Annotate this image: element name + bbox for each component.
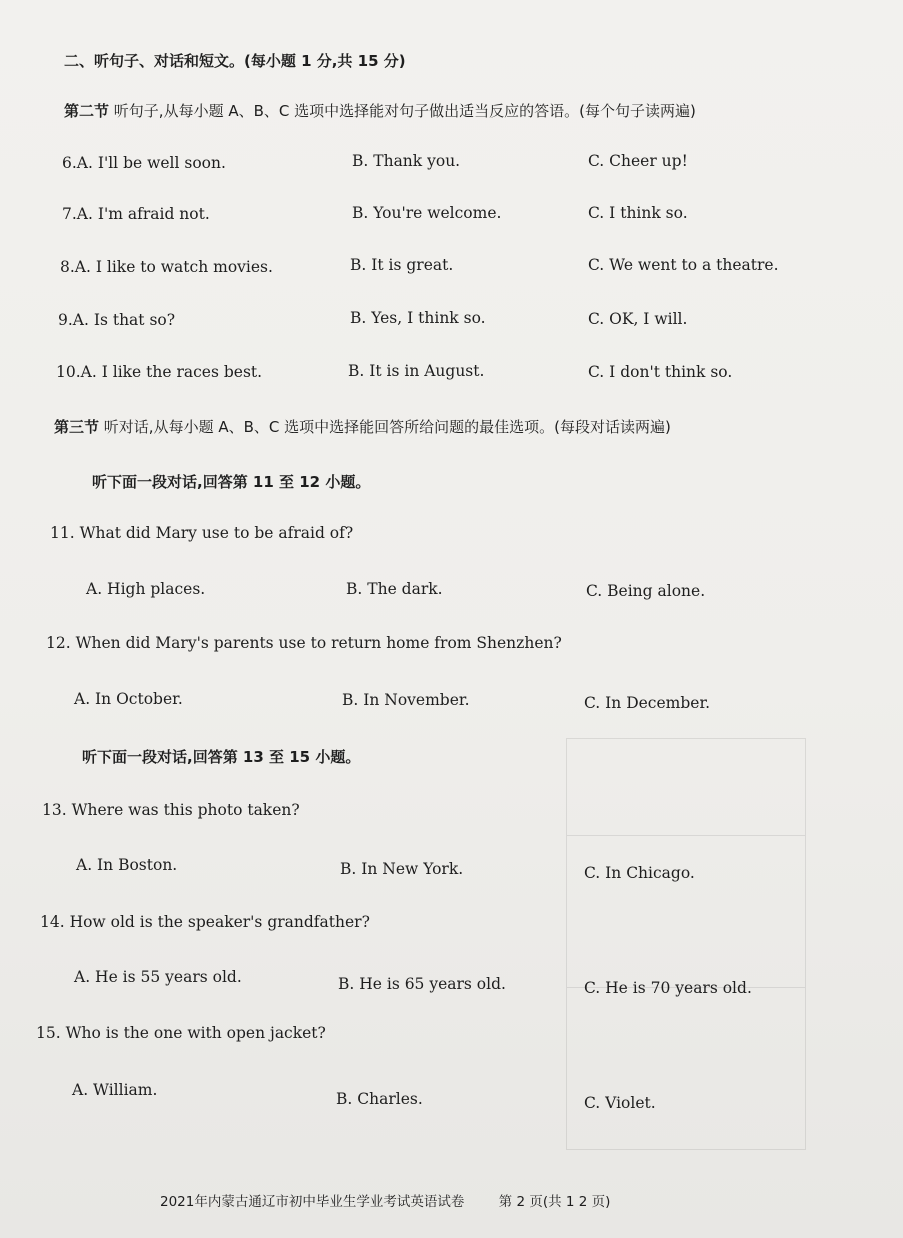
option-b: B. Thank you.: [352, 152, 461, 170]
option-b: B. You're welcome.: [352, 204, 502, 222]
option-a: 8.A. I like to watch movies.: [60, 258, 273, 276]
question-text: 15. Who is the one with open jacket?: [36, 1024, 326, 1042]
option-c: C. In Chicago.: [584, 864, 695, 882]
option-b: B. He is 65 years old.: [338, 975, 506, 993]
part2-text: 听句子,从每小题 A、B、C 选项中选择能对句子做出适当反应的答语。(每个句子读两遍): [113, 102, 696, 120]
bleed-through-table: [566, 738, 806, 1150]
option-b: B. In New York.: [340, 860, 464, 878]
option-a: 6.A. I'll be well soon.: [62, 154, 226, 172]
option-a: A. In Boston.: [76, 856, 178, 874]
option-c: C. We went to a theatre.: [588, 256, 779, 274]
question-text: 11. What did Mary use to be afraid of?: [50, 524, 354, 542]
option-b: B. The dark.: [346, 580, 443, 598]
part3-instruction: [54, 416, 671, 437]
option-a: 9.A. Is that so?: [58, 311, 176, 329]
part3-label: 第三节: [54, 418, 100, 436]
option-c: C. Violet.: [584, 1094, 656, 1112]
part2-instruction: [64, 100, 696, 121]
option-c: C. I think so.: [588, 204, 688, 222]
option-c: C. OK, I will.: [588, 310, 688, 328]
option-b: B. It is in August.: [348, 362, 485, 380]
part2-label: 第二节: [64, 102, 110, 120]
option-b: B. In November.: [342, 691, 470, 709]
option-c: C. Being alone.: [586, 582, 706, 600]
option-b: B. Yes, I think so.: [350, 309, 486, 327]
dialog-intro-2: 听下面一段对话,回答第 13 至 15 小题。: [82, 748, 361, 766]
option-a: A. He is 55 years old.: [74, 968, 242, 986]
option-b: B. Charles.: [336, 1090, 423, 1108]
option-a: A. High places.: [86, 580, 206, 598]
option-a: 10.A. I like the races best.: [56, 363, 263, 381]
question-text: 12. When did Mary's parents use to return home from Shenzhen?: [46, 634, 562, 652]
option-c: C. He is 70 years old.: [584, 979, 752, 997]
option-c: C. In December.: [584, 694, 711, 712]
option-c: C. I don't think so.: [588, 363, 733, 381]
question-text: 14. How old is the speaker's grandfather?: [40, 913, 370, 931]
question-text: 13. Where was this photo taken?: [42, 801, 300, 819]
footer-page-number: 第 2 页(共 1 2 页): [498, 1194, 611, 1210]
section-heading: 二、听句子、对话和短文。(每小题 1 分,共 15 分): [64, 52, 406, 70]
part3-text: 听对话,从每小题 A、B、C 选项中选择能回答所给问题的最佳选项。(每段对话读两遍): [103, 418, 671, 436]
option-a: 7.A. I'm afraid not.: [62, 205, 210, 223]
option-c: C. Cheer up!: [588, 152, 688, 170]
dialog-intro-1: 听下面一段对话,回答第 11 至 12 小题。: [92, 473, 371, 491]
footer-title: 2021年内蒙古通辽市初中毕业生学业考试英语试卷: [160, 1194, 465, 1210]
option-a: A. In October.: [74, 690, 183, 708]
option-b: B. It is great.: [350, 256, 454, 274]
page-footer: [160, 1190, 610, 1210]
option-a: A. William.: [72, 1081, 158, 1099]
